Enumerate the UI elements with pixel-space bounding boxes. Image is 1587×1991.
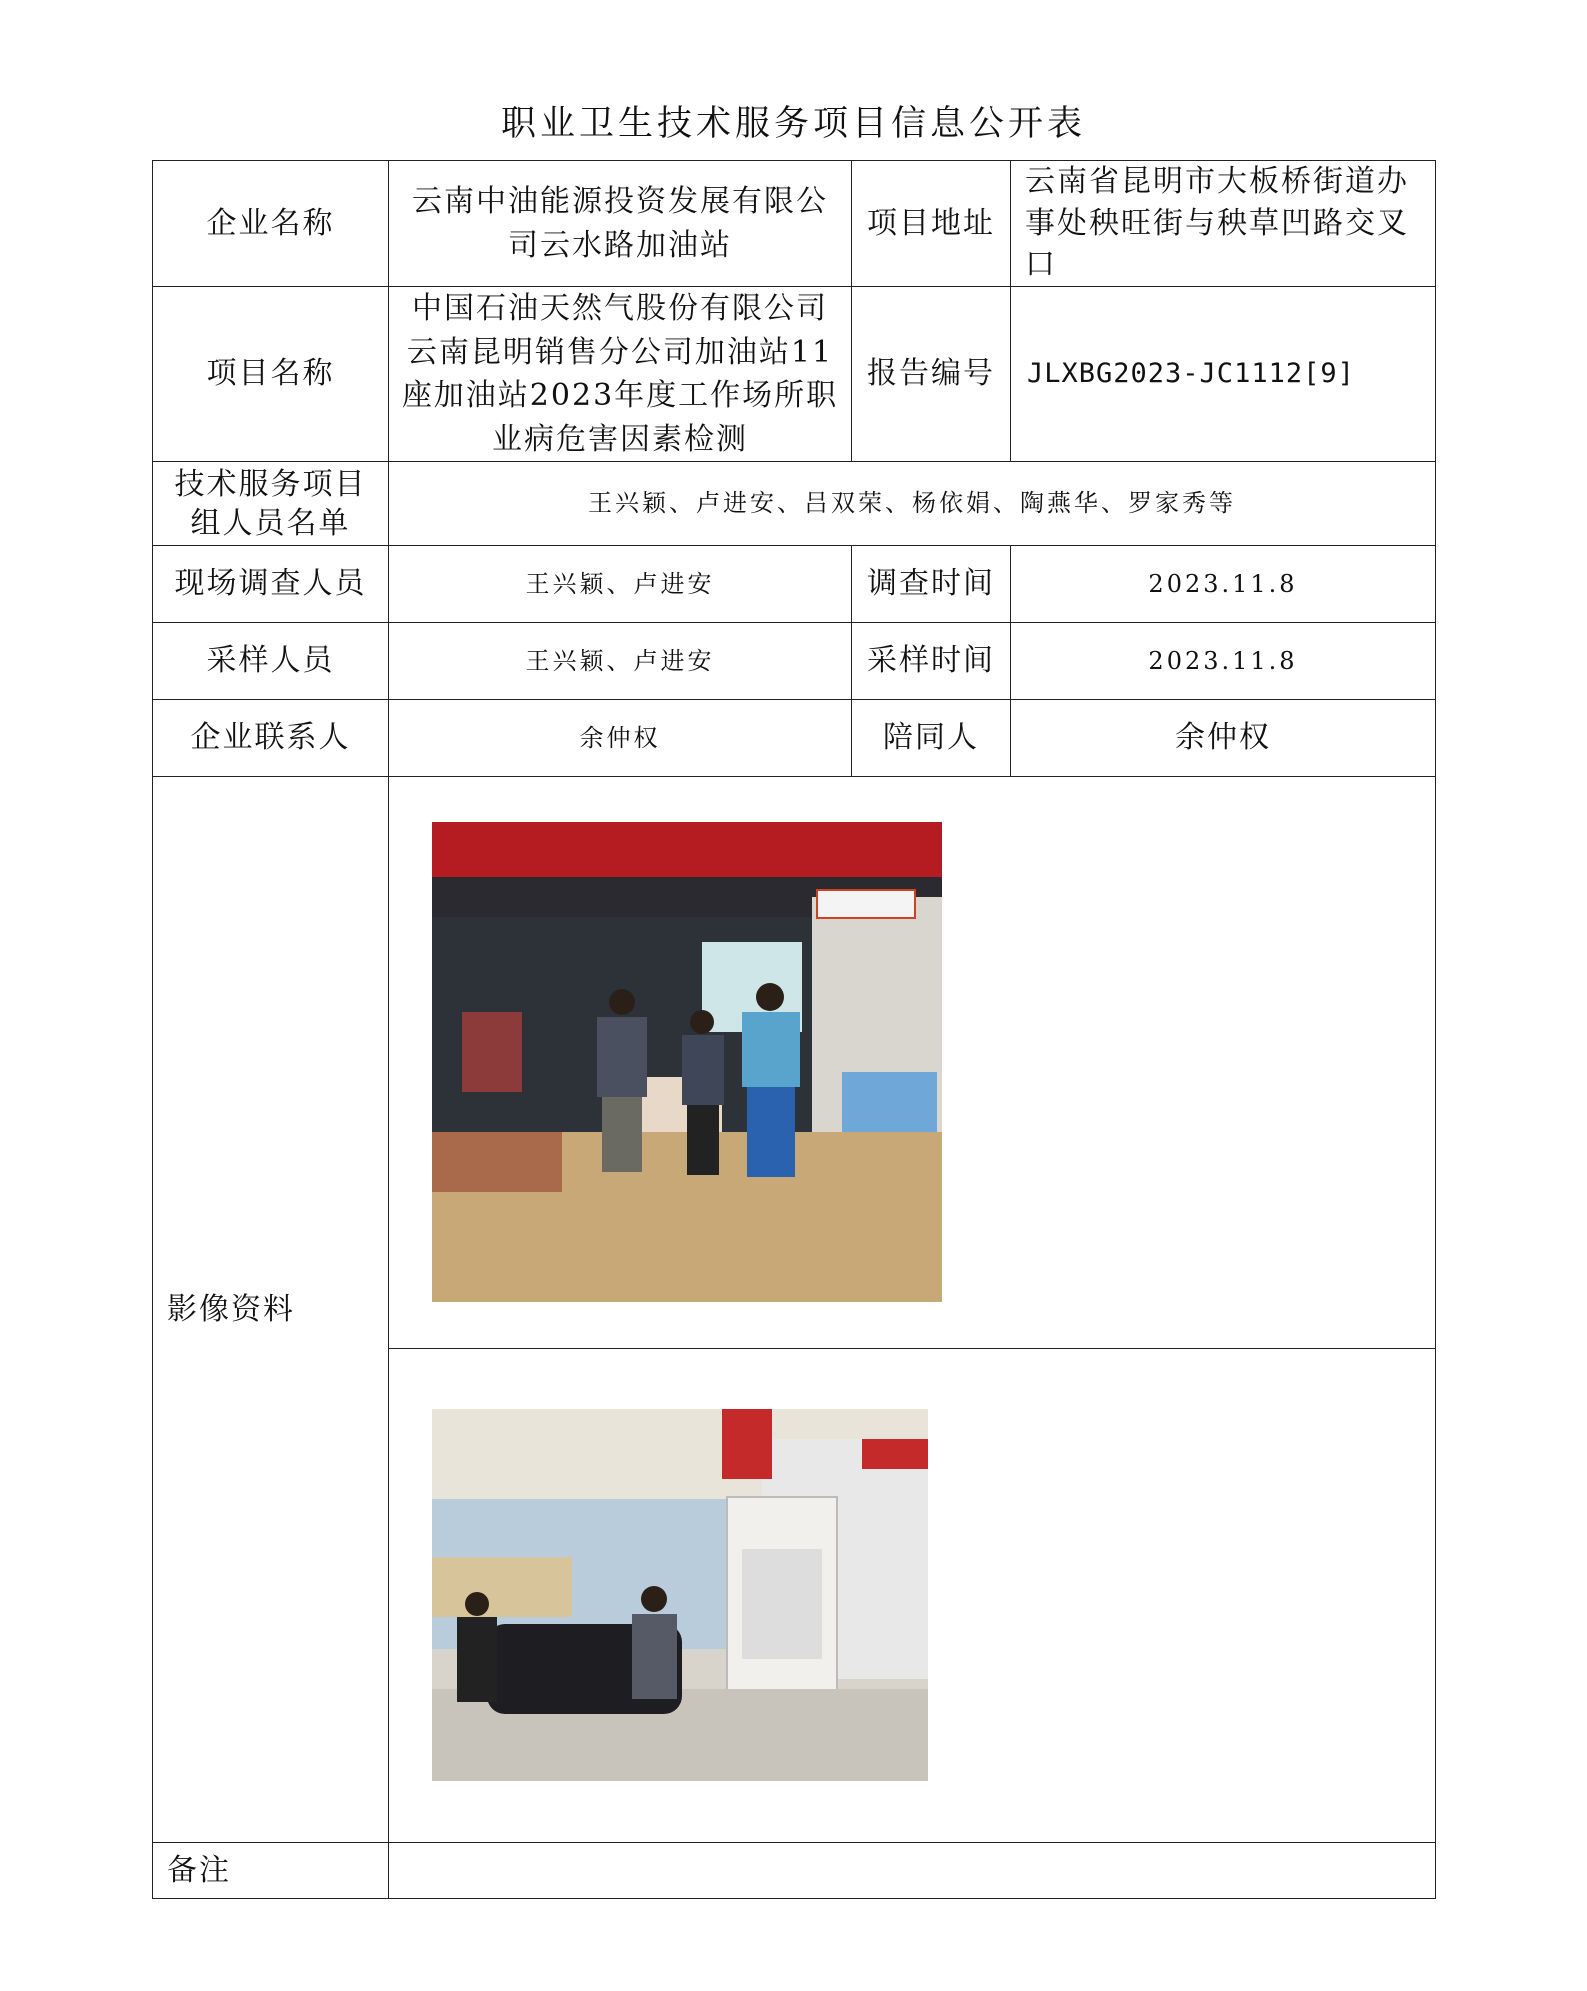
team-label: 技术服务项目组人员名单: [153, 462, 389, 546]
contact-label: 企业联系人: [153, 700, 389, 777]
remarks-label: 备注: [153, 1843, 389, 1899]
sampling-staff-label: 采样人员: [153, 623, 389, 700]
info-table: [152, 160, 1436, 1899]
row-project: [153, 287, 1436, 462]
address-label: 项目地址: [852, 161, 1011, 287]
remarks-value: [389, 1843, 1436, 1899]
photo-cell-2: [389, 1349, 1436, 1843]
company-label: 企业名称: [153, 161, 389, 287]
report-label: 报告编号: [852, 287, 1011, 462]
company-value: 云南中油能源投资发展有限公司云水路加油站: [389, 161, 852, 287]
project-label: 项目名称: [153, 287, 389, 462]
photo-storefront: [432, 822, 942, 1302]
report-number: JLXBG2023-JC1112[9]: [1011, 287, 1436, 462]
survey-staff-value: 王兴颖、卢进安: [389, 546, 852, 623]
address-value: 云南省昆明市大板桥街道办事处秧旺街与秧草凹路交叉口: [1011, 161, 1436, 287]
row-remarks: [153, 1843, 1436, 1899]
sampling-time-value: 2023.11.8: [1011, 623, 1436, 700]
page-title: 职业卫生技术服务项目信息公开表: [500, 104, 1086, 144]
project-value: 中国石油天然气股份有限公司云南昆明销售分公司加油站11座加油站2023年度工作场所职业病危害因素检测: [389, 287, 852, 462]
row-survey: [153, 546, 1436, 623]
row-contact: [153, 700, 1436, 777]
row-sampling: [153, 623, 1436, 700]
photo-cell-1: [389, 777, 1436, 1349]
escort-label: 陪同人: [852, 700, 1011, 777]
photo-fuel-pump: [432, 1409, 928, 1781]
sampling-staff-value: 王兴颖、卢进安: [389, 623, 852, 700]
row-photo-1: [153, 777, 1436, 1349]
escort-value: 余仲权: [1011, 700, 1436, 777]
survey-time-value: 2023.11.8: [1011, 546, 1436, 623]
contact-value: 余仲权: [389, 700, 852, 777]
survey-staff-label: 现场调查人员: [153, 546, 389, 623]
images-label: 影像资料: [153, 777, 389, 1843]
row-team: [153, 462, 1436, 546]
sampling-time-label: 采样时间: [852, 623, 1011, 700]
team-value: 王兴颖、卢进安、吕双荣、杨依娟、陶燕华、罗家秀等: [389, 462, 1436, 546]
survey-time-label: 调查时间: [852, 546, 1011, 623]
person-3: [742, 983, 800, 1177]
row-company: [153, 161, 1436, 287]
